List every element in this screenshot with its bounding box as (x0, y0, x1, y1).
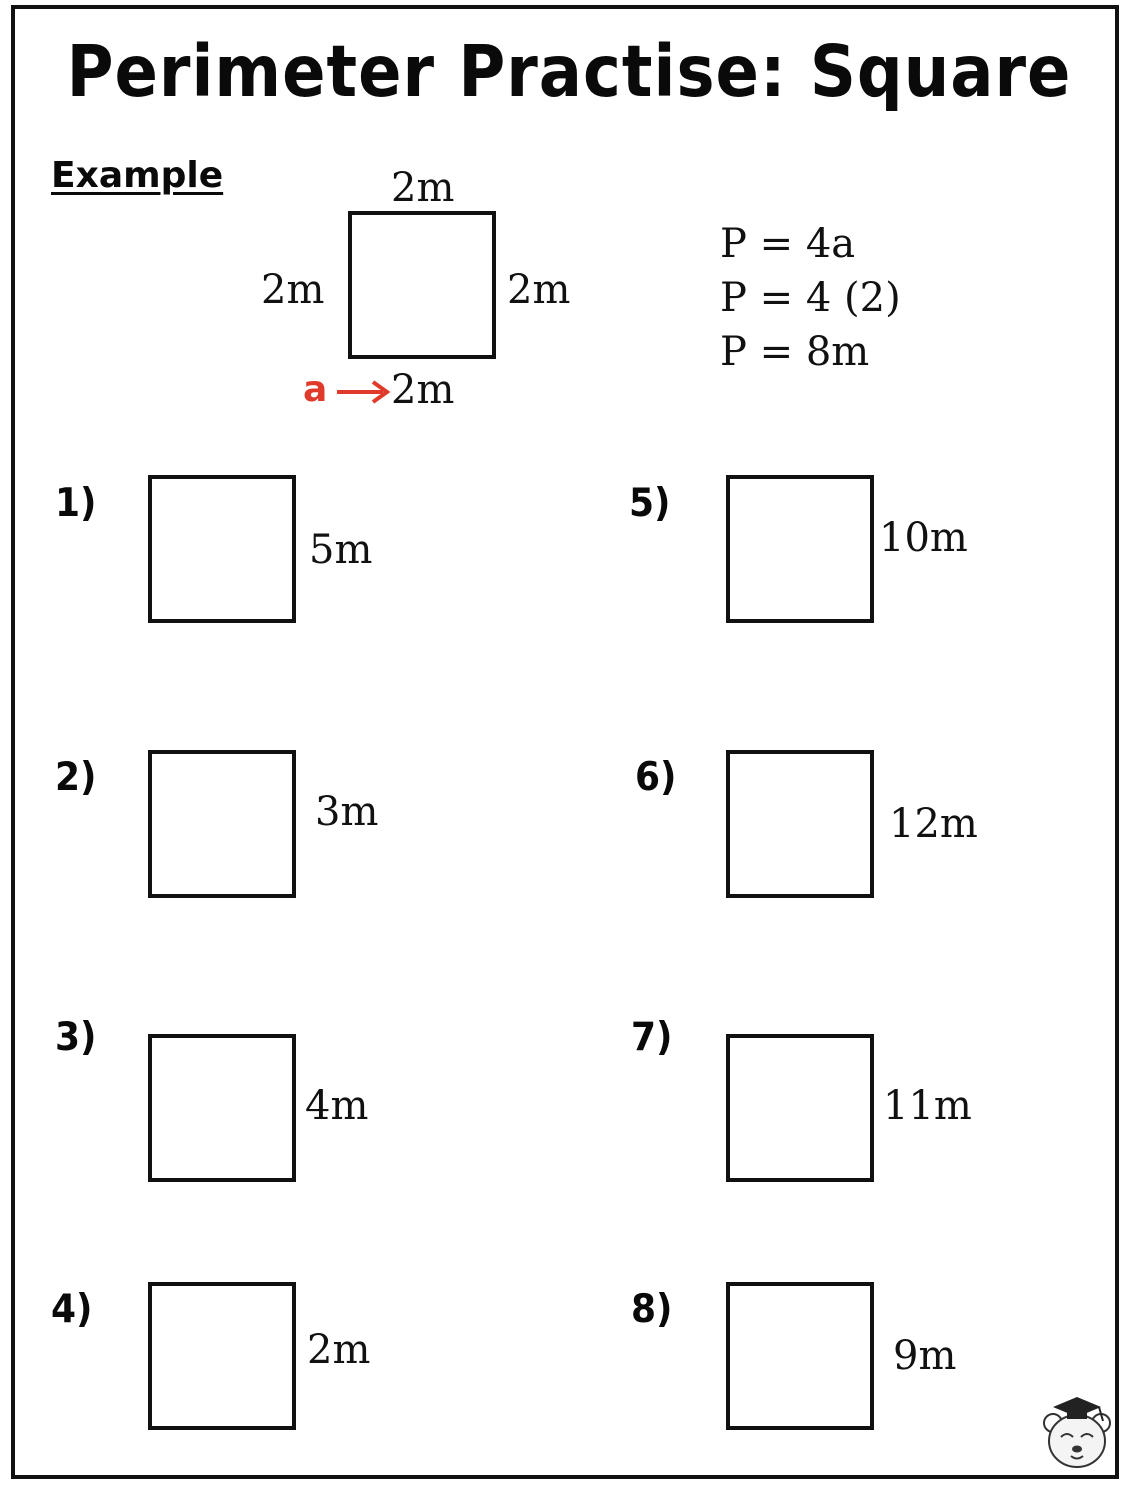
question-number: 2) (55, 755, 97, 801)
question-side-label: 5m (309, 527, 373, 573)
question-number: 1) (55, 481, 97, 527)
example-square (348, 211, 496, 359)
question-square (726, 750, 874, 898)
question-square (148, 475, 296, 623)
question-number: 5) (629, 481, 671, 527)
question-square (148, 1282, 296, 1430)
example-side-right: 2m (507, 267, 571, 313)
example-side-top: 2m (391, 165, 455, 211)
question-square (726, 475, 874, 623)
question-side-label: 4m (305, 1083, 369, 1129)
question-square (148, 1034, 296, 1182)
worksheet-title: Perimeter Practise: Square (66, 31, 1072, 114)
question-side-label: 3m (315, 789, 379, 835)
question-number: 7) (631, 1015, 673, 1061)
question-side-label: 2m (307, 1327, 371, 1373)
question-square (726, 1282, 874, 1430)
formula-line-2: P = 4 (2) (720, 275, 901, 321)
question-number: 6) (635, 755, 677, 801)
variable-a-label: a (303, 369, 328, 410)
question-side-label: 11m (883, 1083, 972, 1129)
worksheet-page (11, 5, 1119, 1479)
example-side-left: 2m (261, 267, 325, 313)
example-label: Example (51, 155, 224, 196)
example-side-bottom: 2m (391, 367, 455, 413)
graduate-bear-icon (1039, 1393, 1115, 1473)
question-square (148, 750, 296, 898)
question-number: 8) (631, 1287, 673, 1333)
formula-line-1: P = 4a (720, 221, 856, 267)
question-side-label: 10m (879, 515, 968, 561)
right-arrow-icon (335, 379, 393, 405)
question-number: 4) (51, 1287, 93, 1333)
question-side-label: 12m (889, 801, 978, 847)
question-square (726, 1034, 874, 1182)
question-number: 3) (55, 1015, 97, 1061)
question-side-label: 9m (893, 1333, 957, 1379)
formula-line-3: P = 8m (720, 329, 870, 375)
